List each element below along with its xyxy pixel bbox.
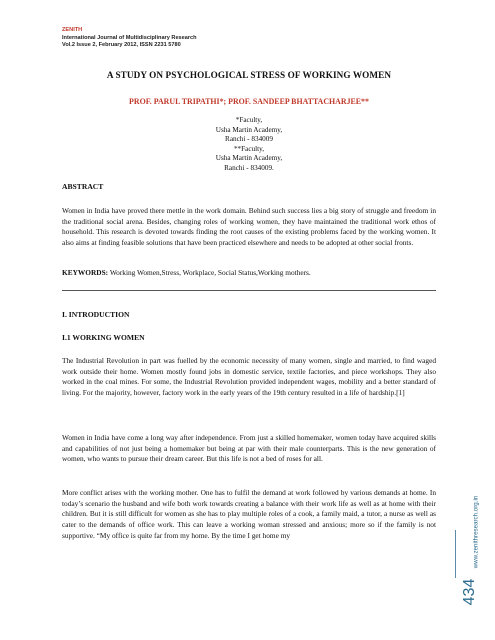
affiliation-line: Ranchi - 834009 <box>225 135 273 143</box>
introduction-heading: I. INTRODUCTION <box>62 310 130 319</box>
section-divider <box>62 290 436 291</box>
intro-paragraph-1: The Industrial Revolution in part was fuelled by the economic necessity of many women, single and married, to find waged work outside their home. Women mostly found jobs in domestic service, textile factories, and piece workshops. They also worked in the coal mines. For some, the Industrial Revolution provided independent wages, mobility and a better standard of living. For the majority, however, factory work in the early years of the 19th century resulted in a life of hardship.[1] <box>62 356 436 398</box>
page-number-box <box>458 569 482 615</box>
affiliation-line: *Faculty, <box>235 116 263 124</box>
sidebar-divider <box>455 530 456 578</box>
affiliation-line: Usha Martin Academy, <box>215 154 283 162</box>
journal-issue: Vol.2 Issue 2, February 2012, ISSN 2231 5780 <box>62 42 181 49</box>
abstract-text: Women in India have proved there mettle in the work domain. Behind such success lies a big story of struggle and freedom in the traditional social arena. Besides, changing roles of working women, they have maintained the traditional work ethos of household. This research is devoted towards finding the root causes of the existing problems faced by the working women. It also aims at finding feasible solutions that have been practiced elsewhere and needs to be adopted at other social fronts. <box>62 206 436 248</box>
affiliation-line: Ranchi - 834009. <box>224 163 274 172</box>
keywords-text: Working Women,Stress, Workplace, Social Status,Working mothers. <box>108 268 311 277</box>
paper-authors: PROF. PARUL TRIPATHI*; PROF. SANDEEP BHATTACHARJEE** <box>129 97 369 106</box>
affiliation-line: **Faculty, <box>233 144 265 153</box>
keywords-label: KEYWORDS: <box>62 268 109 277</box>
journal-header <box>62 27 197 50</box>
page-number: 434 <box>461 578 478 606</box>
intro-paragraph-3: More conflict arises with the working mother. One has to fulfil the demand at work followed by various demands at home. In today’s scenario the husband and wife both work towards creating a balance with their work life as well as at home with their children. But it is still difficult for women as she has to play multiple roles of a cook, a family maid, a tutor, a nurse as well as cater to the demands of office work. This can leave a working woman stressed and anxious; more so if the family is not supportive. “My office is quite far from my home. By the time I get home my <box>62 488 436 540</box>
working-women-subheading: I.1 WORKING WOMEN <box>62 333 145 342</box>
website-url: www.zenithresearch.org.in <box>472 495 480 569</box>
author-affiliations <box>62 116 436 173</box>
journal-short-name: ZENITH <box>62 27 83 33</box>
paper-title: A STUDY ON PSYCHOLOGICAL STRESS OF WORKING WOMEN <box>106 70 392 80</box>
journal-full-name: International Journal of Multidisciplinary Research <box>62 34 197 41</box>
affiliation-line: Usha Martin Academy, <box>215 125 283 134</box>
keywords-line <box>62 268 436 279</box>
website-sidebar-label <box>470 492 482 572</box>
intro-paragraph-2: Women in India have come a long way after independence. From just a skilled homemaker, women today have acquired skills and capabilities of not just being a homemaker but being at par with their male counterparts. This is the new generation of women, who wants to pursue their dream career. But this life is not a bed of roses for all. <box>62 433 436 464</box>
abstract-heading: ABSTRACT <box>62 182 104 191</box>
